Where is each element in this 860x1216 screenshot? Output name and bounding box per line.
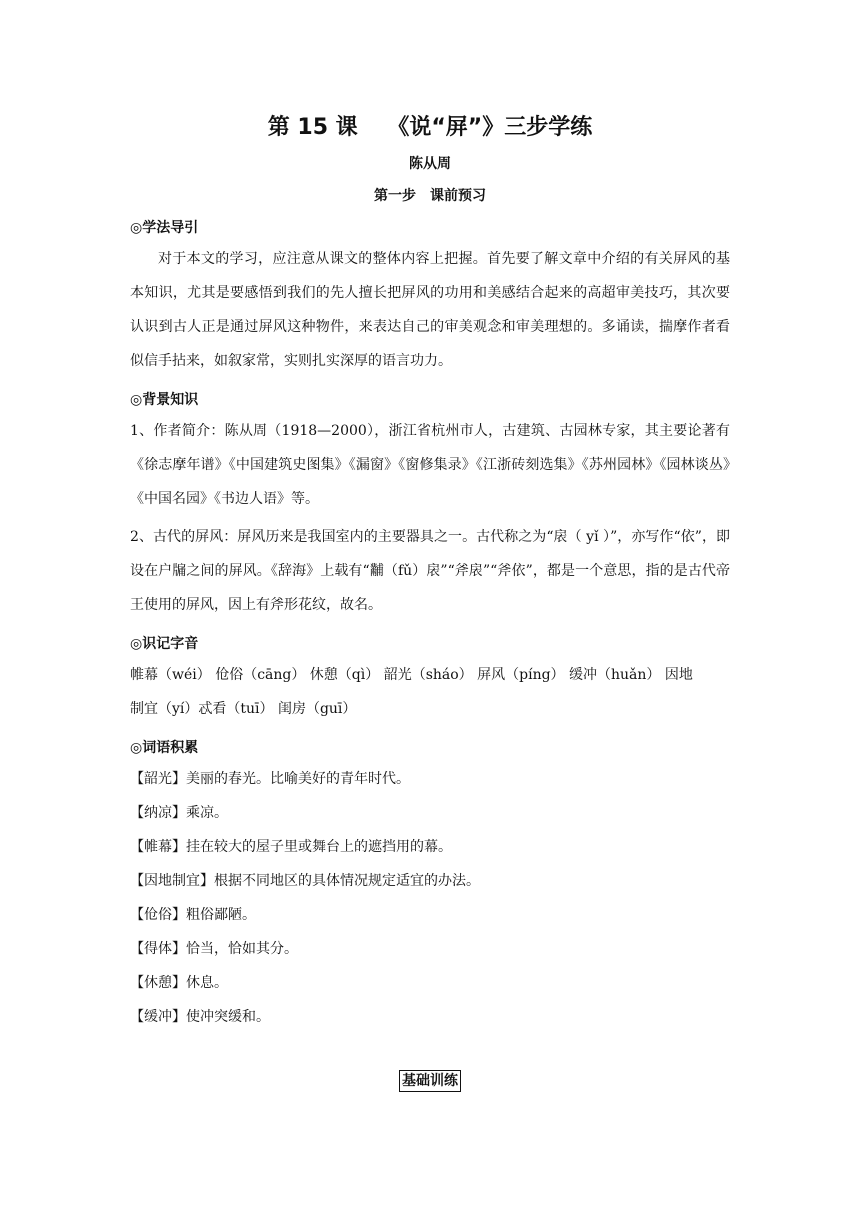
basic-training-wrap	[130, 1070, 730, 1092]
method-paragraph: 对于本文的学习，应注意从课文的整体内容上把握。首先要了解文章中介绍的有关屏风的基本知识，尤其是要感悟到我们的先人擅长把屏风的功用和美感结合起来的高超审美技巧，其次要认识到古人正是通过屏风这种物件，来表达自己的审美观念和审美理想的。多诵读，揣摩作者看似信手拈来，如叙家常，实则扎实深厚的语言功力。	[130, 251, 730, 369]
basic-training-label: 基础训练	[399, 1070, 461, 1092]
vocab-list	[130, 762, 730, 1034]
section-heading-pronunciation: ◎识记字音	[130, 636, 199, 652]
vocab-item: 【因地制宜】根据不同地区的具体情况规定适宜的办法。	[130, 873, 480, 889]
page-title: 第 15 课 《说“屏”》三步学练	[267, 115, 593, 140]
vocab-item: 【帷幕】挂在较大的屋子里或舞台上的遮挡用的幕。	[130, 839, 452, 855]
author-name: 陈从周	[409, 156, 451, 172]
background-item-screen: 2、古代的屏风：屏风历来是我国室内的主要器具之一。古代称之为“扆（ yǐ ）”，亦写作“依”，即设在户牖之间的屏风。《辞海》上载有“黼（fǔ）扆”“斧扆”“斧依”，都是一个意思，指的是古代帝王使用的屏风，因上有斧形花纹，故名。	[130, 529, 730, 613]
background-item-author: 1、作者简介：陈从周（1918—2000），浙江省杭州市人，古建筑、古园林专家，其主要论著有《徐志摩年谱》《中国建筑史图集》《漏窗》《窗修集录》《江浙砖刻选集》《苏州园林》《园林谈丛》《中国名园》《书边人语》等。	[130, 423, 730, 507]
pronunciation-line: 帷幕（wéi） 伧俗（cāng） 休憩（qì） 韶光（sháo） 屏风（píng） 缓冲（huǎn） 因地	[130, 667, 693, 683]
vocab-item: 【得体】恰当，恰如其分。	[130, 941, 298, 957]
pronunciation-line: 制宜（yí）忒看（tuī） 闺房（guī）	[130, 701, 357, 717]
section-heading-background: ◎背景知识	[130, 392, 199, 408]
vocab-item: 【伧俗】粗俗鄙陋。	[130, 907, 256, 923]
document-content	[130, 112, 730, 1092]
section-heading-vocab: ◎词语积累	[130, 740, 199, 756]
section-heading-method: ◎学法导引	[130, 220, 199, 236]
vocab-item: 【缓冲】使冲突缓和。	[130, 1009, 270, 1025]
vocab-item: 【休憩】休息。	[130, 975, 228, 991]
vocab-item: 【纳凉】乘凉。	[130, 805, 228, 821]
vocab-item: 【韶光】美丽的春光。比喻美好的青年时代。	[130, 771, 410, 787]
step-heading: 第一步 课前预习	[374, 188, 486, 204]
pronunciation-block	[130, 658, 730, 726]
